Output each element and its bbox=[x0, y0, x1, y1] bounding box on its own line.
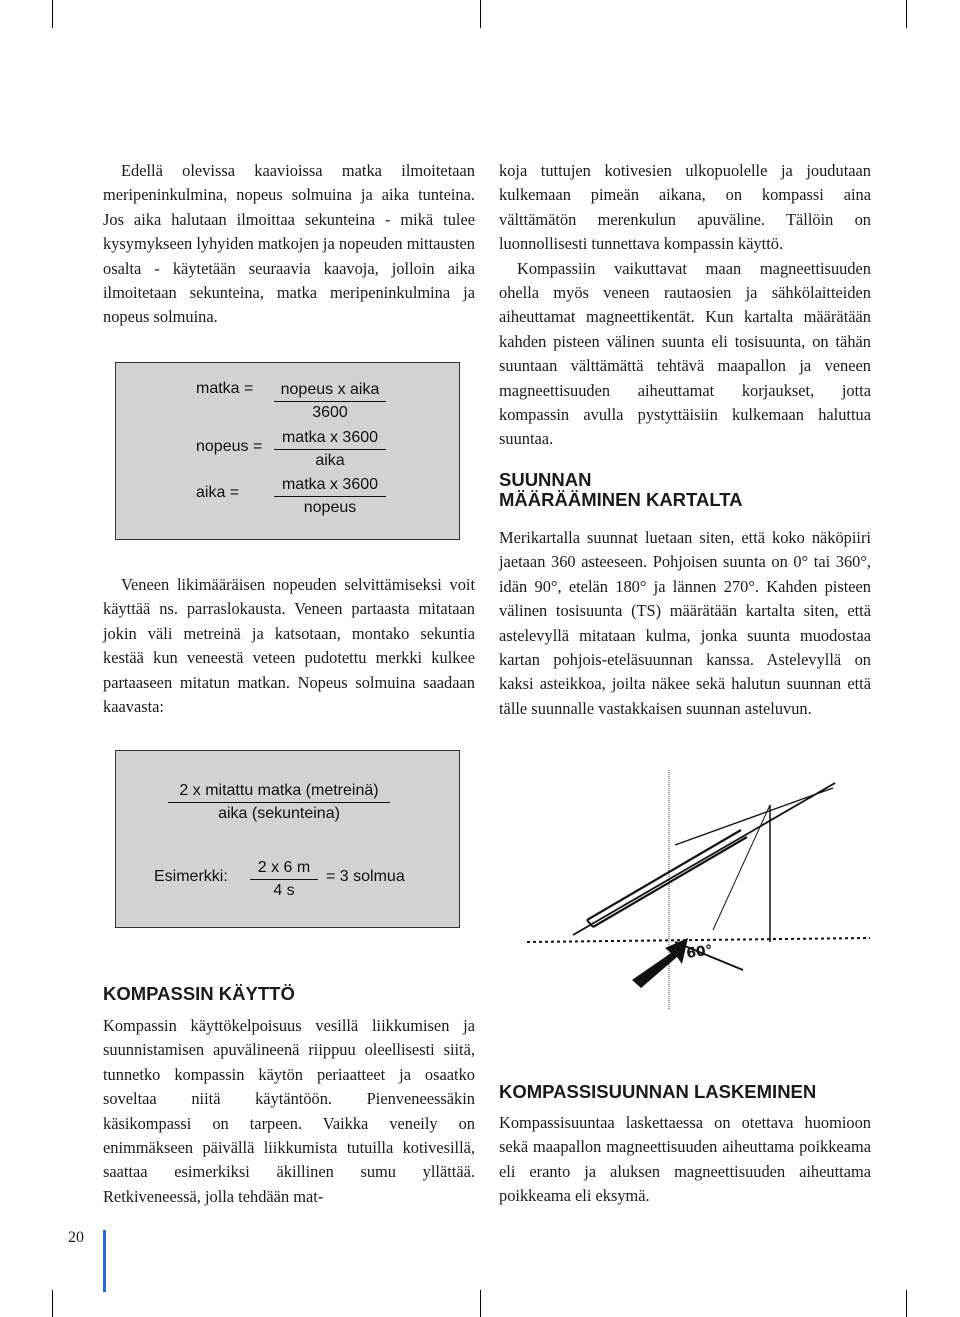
intro-paragraph-block bbox=[103, 159, 475, 330]
suunnan-heading-line2: MÄÄRÄÄMINEN KARTALTA bbox=[499, 489, 743, 510]
kompassin-paragraph: Kompassin käyttökelpoisuus vesillä liikkumisen ja suunnistamisen apuvälineenä riippuu oleellisesti siitä, tunnetko kompassin käytön periaatteet ja osaatko soveltaa niitä käytäntöön. Pienveneessäkin käsikompassi on tarpeen. Vaikka veneily on enimmäkseen päivällä liikkumista tutuilla kotivesillä, saattaa esimerkiksi äkillinen sumu yllättää. Retkiveneessä, jolla tehdään mat- bbox=[103, 1016, 475, 1206]
suunnan-paragraph: Merikartalla suunnat luetaan siten, että koko näköpiiri jaetaan 360 asteeseen. Pohjoisen suunta on 0° tai 360°, idän 90°, etelän 180° ja lännen 270°. Kahden pisteen välinen tosisuunta (TS) määrätään kartalta siten, että astelevyllä mitataan kulma, jonka suunta muodostaa kartan pohjois-eteläsuunnan kanssa. Astelevyllä on kaksi asteikkoa, joilta näkee sekä halutun suunnan että tälle suunnalle vastakkaisen suunnan asteluvun. bbox=[499, 528, 871, 718]
suunnan-heading bbox=[499, 470, 743, 510]
diagram-arrow-icon bbox=[632, 938, 688, 988]
formula-matka-denominator: 3600 bbox=[312, 404, 348, 421]
influence-paragraph: Kompassiin vaikuttavat maan magneettisuuden ohella myös veneen rautaosien ja sähkölaitteiden aiheuttamat magneettikentät. Kun kartalta määrätään kahden pisteen välinen suunta eli tosisuunta, on tähän suuntaan välttämättä tehtävä maapallon ja veneen magneettisuuden aiheuttamat korjaukset, jotta kompassin avulla pystyttäisiin kulkemaan haluttua suuntaa. bbox=[499, 258, 871, 449]
bearing-diagram bbox=[515, 760, 875, 1020]
crop-mark-top-mid bbox=[480, 0, 481, 28]
page-number-bar bbox=[103, 1230, 106, 1292]
diagram-hypotenuse-line bbox=[573, 783, 835, 935]
example-numerator: 2 x 6 m bbox=[250, 858, 318, 880]
example-label: Esimerkki: bbox=[154, 868, 228, 885]
kompassin-paragraph-block bbox=[103, 1014, 475, 1209]
right-top-block bbox=[499, 159, 871, 452]
formula-nopeus-denominator: aika bbox=[315, 452, 345, 469]
crop-mark-top-right bbox=[906, 0, 907, 28]
diagram-base-line bbox=[527, 938, 870, 942]
diagram-protractor-edge-1 bbox=[587, 830, 741, 920]
laskeminen-paragraph: Kompassisuuntaa laskettaessa on otettava huomioon sekä maapallon magneettisuuden aiheuttama poikkeama eli eranto ja aluksen magneettisuuden aiheuttama poikkeama eli eksymä. bbox=[499, 1113, 871, 1206]
crop-mark-bottom-mid bbox=[480, 1290, 481, 1317]
example-fraction bbox=[250, 858, 318, 901]
formula-box-2 bbox=[115, 750, 460, 928]
example-denominator: 4 s bbox=[273, 882, 295, 899]
page-number: 20 bbox=[68, 1229, 84, 1246]
crop-mark-bottom-right bbox=[906, 1290, 907, 1317]
formula-aika-label: aika = bbox=[196, 484, 240, 501]
intro-paragraph: Edellä olevissa kaavioissa matka ilmoitetaan meripeninkulmina, nopeus solmuina ja aika tunteina. Jos aika halutaan ilmoittaa sekunteina - mikä tulee kysymykseen lyhyiden matkojen ja nopeuden mittausten osalta - käytetään seuraavia kaavoja, jolloin aika ilmoitetaan sekunteina, matka meripeninkulmina ja nopeus solmuina. bbox=[103, 161, 475, 327]
speed-formula-numerator: 2 x mitattu matka (metreinä) bbox=[168, 781, 390, 803]
formula-matka-numerator: nopeus x aika bbox=[274, 380, 386, 402]
laskeminen-paragraph-block bbox=[499, 1111, 871, 1209]
formula-aika-fraction bbox=[274, 475, 386, 518]
crop-mark-bottom-left bbox=[52, 1290, 53, 1317]
formula-nopeus-numerator: matka x 3600 bbox=[274, 428, 386, 450]
log-paragraph-block bbox=[103, 573, 475, 719]
log-paragraph: Veneen likimääräisen nopeuden selvittämiseksi voit käyttää ns. parraslokausta. Veneen partaasta mitataan jokin väli metreinä ja katsotaan, montako sekuntia kestää kun veneestä veteen pudotettu merkki kulkee partaaseen mitatun matkan. Nopeus solmuina saadaan kaavasta: bbox=[103, 575, 475, 717]
formula-nopeus-fraction bbox=[274, 428, 386, 471]
formula-matka-label: matka = bbox=[196, 380, 254, 397]
formula-aika-denominator: nopeus bbox=[303, 499, 357, 516]
speed-formula-denominator: aika (sekunteina) bbox=[218, 805, 340, 822]
diagram-angle-label: 60° bbox=[685, 942, 714, 962]
formula-aika-numerator: matka x 3600 bbox=[274, 475, 386, 497]
speed-formula-fraction bbox=[168, 781, 390, 824]
suunnan-paragraph-block bbox=[499, 526, 871, 721]
formula-matka-fraction bbox=[274, 380, 386, 423]
diagram-short-diagonal bbox=[713, 805, 770, 930]
diagram-protractor-edge-2 bbox=[593, 837, 747, 927]
laskeminen-heading: KOMPASSISUUNNAN LASKEMINEN bbox=[499, 1081, 817, 1102]
crop-mark-top-left bbox=[52, 0, 53, 28]
formula-box-1 bbox=[115, 362, 460, 540]
suunnan-heading-line1: SUUNNAN bbox=[499, 469, 592, 490]
formula-nopeus-label: nopeus = bbox=[196, 438, 263, 455]
kompassin-kaytto-heading: KOMPASSIN KÄYTTÖ bbox=[103, 983, 295, 1004]
diagram-top-line bbox=[675, 788, 833, 845]
continuation-paragraph: koja tuttujen kotivesien ulkopuolelle ja joudutaan kulkemaan pimeän aikana, on kompassi aina välttämätön merenkulun apuväline. Tällöin on luonnollisesti tunnettava kompassin käyttö. bbox=[499, 161, 871, 254]
example-result: = 3 solmua bbox=[326, 868, 405, 885]
